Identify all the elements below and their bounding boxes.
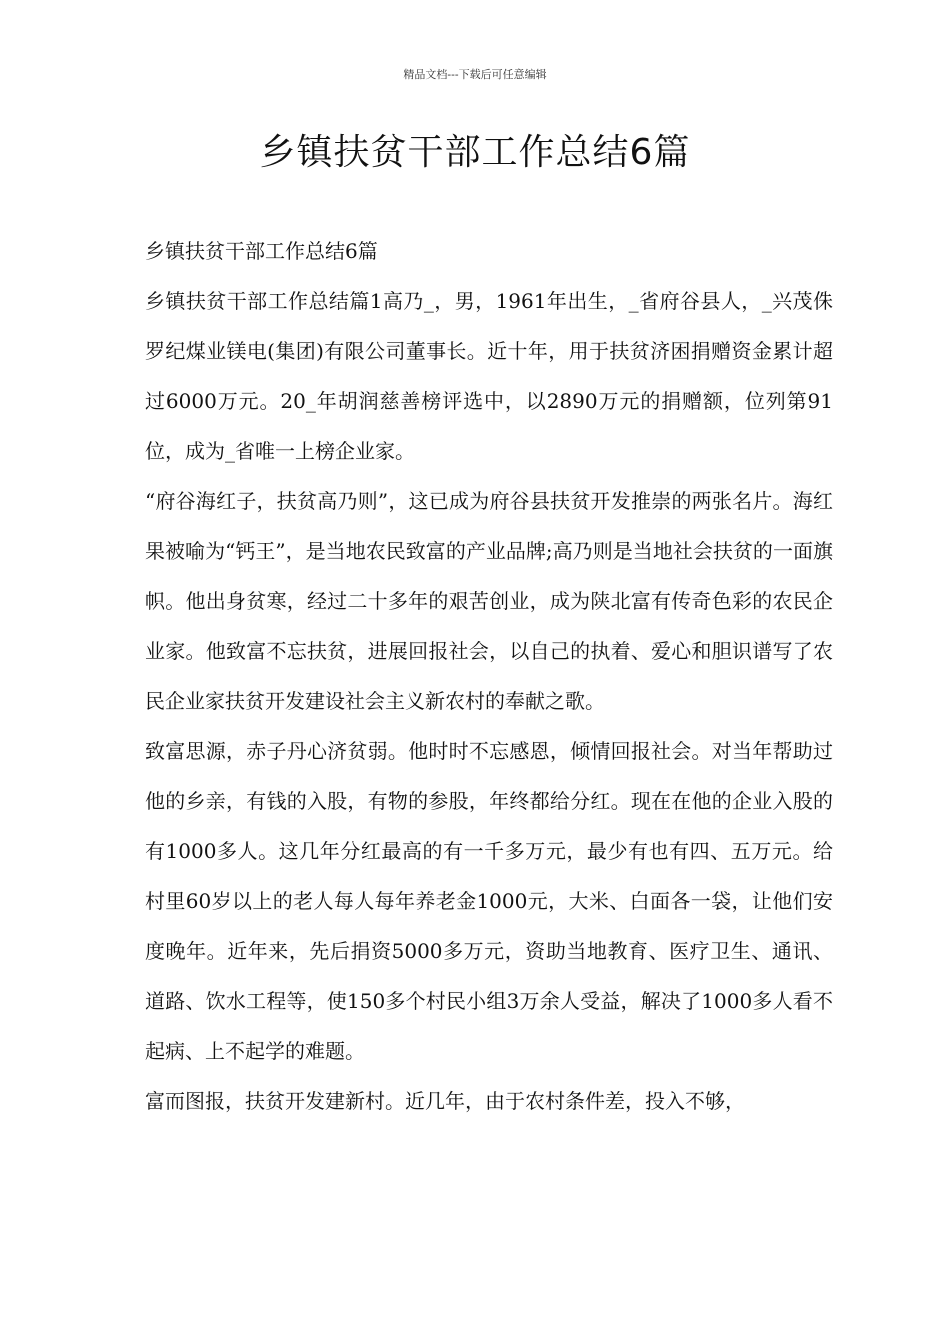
document-body [145,226,833,1126]
document-title: 乡镇扶贫干部工作总结6篇 [259,132,691,173]
header-note: 精品文档---下载后可任意编辑 [403,68,547,81]
document-subtitle: 乡镇扶贫干部工作总结6篇 [145,239,378,263]
paragraph-1: 乡镇扶贫干部工作总结篇1高乃_，男，1961年出生，_省府谷县人，_兴茂侏罗纪煤业镁电(集团)有限公司董事长。近十年，用于扶贫济困捐赠资金累计超过6000万元。20_年胡润慈善榜评选中，以2890万元的捐赠额，位列第91位，成为_省唯一上榜企业家。 [145,289,833,463]
paragraph-2: “府谷海红子，扶贫高乃则”，这已成为府谷县扶贫开发推崇的两张名片。海红果被喻为“钙王”，是当地农民致富的产业品牌;高乃则是当地社会扶贫的一面旗帜。他出身贫寒，经过二十多年的艰苦创业，成为陕北富有传奇色彩的农民企业家。他致富不忘扶贫，进展回报社会，以自己的执着、爱心和胆识谱写了农民企业家扶贫开发建设社会主义新农村的奉献之歌。 [145,489,833,713]
paragraph-3: 致富思源，赤子丹心济贫弱。他时时不忘感恩，倾情回报社会。对当年帮助过他的乡亲，有钱的入股，有物的参股，年终都给分红。现在在他的企业入股的有1000多人。这几年分红最高的有一千多万元，最少有也有四、五万元。给村里60岁以上的老人每人每年养老金1000元，大米、白面各一袋，让他们安度晚年。近年来，先后捐资5000多万元，资助当地教育、医疗卫生、通讯、道路、饮水工程等，使150多个村民小组3万余人受益，解决了1000多人看不起病、上不起学的难题。 [145,739,833,1063]
paragraph-4: 富而图报，扶贫开发建新村。近几年，由于农村条件差，投入不够， [145,1089,745,1113]
